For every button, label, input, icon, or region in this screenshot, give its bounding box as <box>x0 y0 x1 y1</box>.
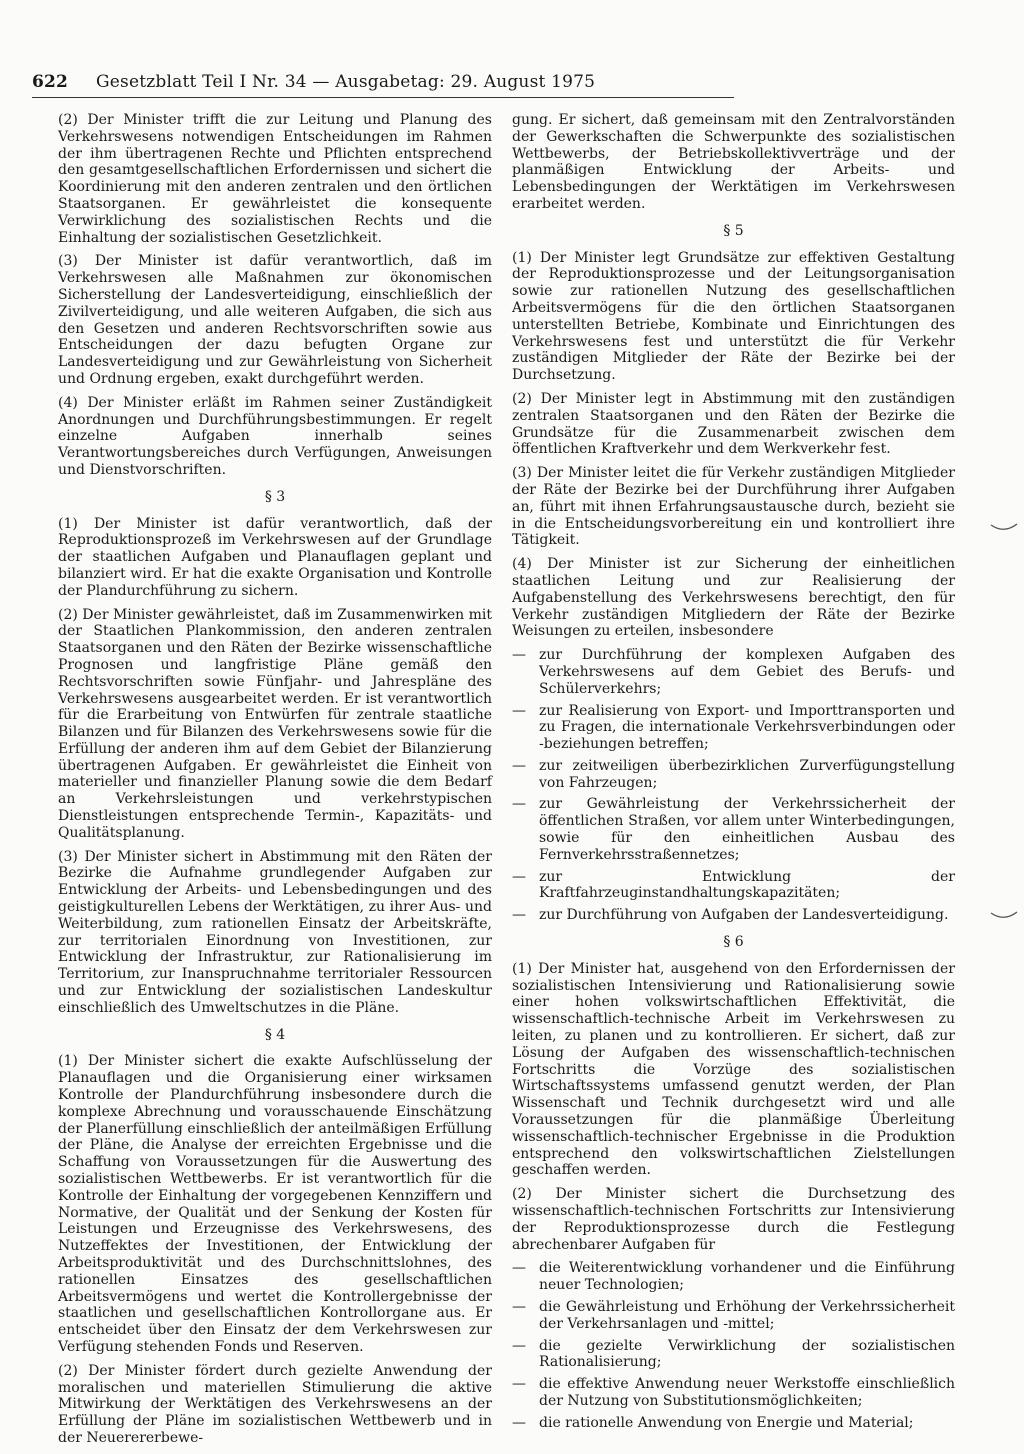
list-item-text: zur Durchführung der komplexen Aufgaben des Verkehrswesens auf dem Gebiet des Berufs- und Schülerverkehrs; <box>539 647 955 697</box>
list-item <box>512 796 955 863</box>
list-item <box>512 1376 955 1410</box>
paragraph: (1) Der Minister legt Grundsätze zur effektiven Gestaltung der Reproduktionsprozesse und der Leitungsorganisation sowie zur rationellen Nutzung des gesellschaftlichen Arbeitsvermögens für die den örtlichen Staatsorganen unterstellten Betriebe, Kombinate und Einrichtungen des Verkehrswesens fest und unterstützt die für Verkehr zuständigen Mitglieder der Räte der Bezirke bei der Durchsetzung. <box>512 249 955 384</box>
section-heading: § 4 <box>264 1026 286 1043</box>
paragraph: (2) Der Minister fördert durch gezielte Anwendung der moralischen und materiellen Stimulierung die aktive Mitwirkung der Werktätigen des Verkehrswesens an der Erfüllung der Pläne im sozialistischen Wettbewerb und in der Neuerererbewe- <box>58 1362 492 1446</box>
dash-bullet: — <box>512 1337 526 1354</box>
paragraph: (3) Der Minister ist dafür verantwortlich, daß im Verkehrswesen alle Maßnahmen zur ökonomischen Sicherstellung der Landesverteidigung, einschließlich der Zivilverteidigung, und alle weiteren Aufgaben, die sich aus den Gesetzen und anderen Rechtsvorschriften sowie aus Entscheidungen der dazu befugten Organe zur Landesverteidigung und zur Gewährleistung von Sicherheit und Ordnung ergeben, exakt durchgeführt werden. <box>58 253 492 387</box>
section-heading: § 5 <box>723 222 744 239</box>
left-column <box>58 112 492 1454</box>
paragraph: gung. Er sichert, daß gemeinsam mit den Zentralvorständen der Gewerkschaften die Schwerpunkte des sozialistischen Wettbewerbs, der Betriebskollektivverträge und der planmäßigen Entwicklung der Arbeits- und Lebensbedingungen der Werktätigen im Verkehrswesen erarbeitet werden. <box>512 112 955 212</box>
list-item-text: zur zeitweiligen überbezirklichen Zurverfügungstellung von Fahrzeugen; <box>539 757 955 791</box>
margin-mark <box>990 910 1018 920</box>
list-item <box>512 1415 955 1432</box>
paragraph: (1) Der Minister hat, ausgehend von den Erfordernissen der sozialistischen Intensivierung und Rationalisierung sowie einer hohen volkswirtschaftlichen Effektivität, die wissenschaftlich-technische Arbeit im Verkehrswesen zu leiten, zu planen und zu kontrollieren. Er sichert, daß zur Lösung der Aufgaben des wissenschaftlich-technischen Fortschritts die Vorzüge des sozialistischen Wirtschaftssystems umfassend genutzt werden, der Plan Wissenschaft und Technik durchgesetzt wird und alle Voraussetzungen für die planmäßige Überleitung wissenschaftlich-technischer Ergebnisse in die Produktion entsprechend den volkswirtschaftlichen Zielstellungen geschaffen werden. <box>512 960 955 1179</box>
paragraph: (3) Der Minister sichert in Abstimmung mit den Räten der Bezirke die Aufnahme grundlegender Aufgaben zur Entwicklung der Arbeits- und Lebensbedingungen und des geistigkulturellen Lebens der Werktätigen, zu ihrer Aus- und Weiterbildung, zum rationellen Einsatz der Arbeitskräfte, zur territorialen Einordnung von Investitionen, zur Entwicklung der Infrastruktur, zur Rationalisierung im Territorium, zur Inanspruchnahme territorialer Ressourcen und zur Entwicklung der sozialistischen Landeskultur einschließlich des Umweltschutzes in die Pläne. <box>58 848 492 1016</box>
list-item <box>512 907 955 924</box>
dash-bullet: — <box>512 907 526 924</box>
paragraph: (3) Der Minister leitet die für Verkehr zuständigen Mitglieder der Räte der Bezirke bei der Durchführung ihrer Aufgaben an, führt mit ihnen Erfahrungsaustausche durch, bezieht sie in die Entscheidungsvorbereitung ein und kontrolliert ihre Tätigkeit. <box>512 465 955 549</box>
section-heading: § 3 <box>264 488 286 505</box>
page-number: 622 <box>32 72 69 92</box>
right-column <box>512 112 955 1437</box>
header-rule <box>32 97 734 98</box>
gazette-title: Gesetzblatt Teil I Nr. 34 — Ausgabetag: 29. August 1975 <box>96 72 596 92</box>
page-header <box>32 72 732 96</box>
list-item <box>512 703 955 753</box>
section-heading: § 6 <box>723 934 744 951</box>
list-item <box>512 1338 955 1372</box>
dash-bullet: — <box>512 1376 526 1393</box>
margin-mark <box>990 522 1018 532</box>
list-item-text: die gezielte Verwirklichung der sozialistischen Rationalisierung; <box>539 1337 955 1371</box>
dash-bullet: — <box>512 647 526 664</box>
paragraph: (4) Der Minister ist zur Sicherung der einheitlichen staatlichen Leitung und zur Realisierung der Aufgabenstellung des Verkehrswesens berechtigt, den für Verkehr zuständigen Mitgliedern der Räte der Bezirke Weisungen zu erteilen, insbesondere <box>512 556 955 640</box>
dash-bullet: — <box>512 1260 526 1277</box>
dash-list <box>512 1260 955 1431</box>
list-item-text: zur Realisierung von Export- und Importtransporten und zu Fragen, die internationale Verkehrsverbindungen oder -beziehungen betreffen; <box>539 702 955 753</box>
paragraph: (2) Der Minister legt in Abstimmung mit den zuständigen zentralen Staatsorganen und den Räten der Bezirke die Grundsätze für die Zusammenarbeit zwischen dem öffentlichen Kraftverkehr und dem Werkverkehr fest. <box>512 390 955 458</box>
list-item <box>512 758 955 792</box>
dash-bullet: — <box>512 868 526 885</box>
list-item-text: die effektive Anwendung neuer Werkstoffe einschließlich der Nutzung von Substitutionsmöglichkeiten; <box>539 1376 955 1409</box>
list-item <box>512 1299 955 1333</box>
list-item <box>512 647 955 697</box>
list-item <box>512 869 955 903</box>
dash-bullet: — <box>512 757 526 774</box>
paragraph: (4) Der Minister erläßt im Rahmen seiner Zuständigkeit Anordnungen und Durchführungsbestimmungen. Er regelt einzelne Aufgaben innerhalb seines Verantwortungsbereiches durch Verfügungen, Anweisungen und Dienstvorschriften. <box>58 394 492 478</box>
list-item-text: die rationelle Anwendung von Energie und Material; <box>539 1414 914 1431</box>
list-item-text: die Weiterentwicklung vorhandener und die Einführung neuer Technologien; <box>539 1260 955 1294</box>
paragraph: (2) Der Minister sichert die Durchsetzung des wissenschaftlich-technischen Fortschritts zur Intensivierung der Reproduktionsprozesse durch die Festlegung abrechenbarer Aufgaben für <box>512 1186 955 1253</box>
list-item-text: zur Durchführung von Aufgaben der Landesverteidigung. <box>539 907 949 924</box>
paragraph: (2) Der Minister gewährleistet, daß im Zusammenwirken mit der Staatlichen Plankommission, den anderen zentralen Staatsorganen und den Räten der Bezirke wissenschaftliche Prognosen und langfristige Pläne gemäß den Rechtsvorschriften sowie Fünfjahr- und Jahrespläne des Verkehrswesens ausgearbeitet werden. Er ist verantwortlich für die Erarbeitung von Entwürfen für zentrale staatliche Bilanzen und für Bilanzen des Verkehrswesens sowie für die Erfüllung der anderen ihm auf dem Gebiet der Bilanzierung übertragenen Aufgaben. Er gewährleistet die Einheit von materieller und finanzieller Planung sowie die dem Bedarf an Verkehrsleistungen und verkehrstypischen Dienstleistungen entsprechende Termin-, Kapazitäts- und Qualitätsplanung. <box>58 606 492 841</box>
list-item-text: die Gewährleistung und Erhöhung der Verkehrssicherheit der Verkehrsanlagen und -mittel; <box>539 1299 955 1332</box>
list-item-text: zur Gewährleistung der Verkehrssicherheit der öffentlichen Straßen, vor allem unter Winterbedingungen, sowie für den einheitlichen Ausbau des Fernverkehrsstraßennetzes; <box>539 796 955 863</box>
paragraph: (1) Der Minister ist dafür verantwortlich, daß der Reproduktionsprozeß im Verkehrswesen auf der Grundlage der staatlichen Aufgaben und Planauflagen geplant und bilanziert wird. Er hat die exakte Organisation und Kontrolle der Plandurchführung zu sichern. <box>58 515 492 599</box>
dash-bullet: — <box>512 1414 526 1431</box>
dash-bullet: — <box>512 1299 526 1315</box>
list-item-text: zur Entwicklung der Kraftfahrzeuginstandhaltungskapazitäten; <box>539 868 955 902</box>
dash-list <box>512 647 955 924</box>
dash-bullet: — <box>512 702 526 719</box>
dash-bullet: — <box>512 796 526 813</box>
paragraph: (1) Der Minister sichert die exakte Aufschlüsselung der Planauflagen und die Organisierung einer wirksamen Kontrolle der Plandurchführung insbesondere durch die komplexe Abrechnung und vorausschauende Einschätzung der Planerfüllung einschließlich der anteilmäßigen Erfüllung der Pläne, die Analyse der erreichten Ergebnisse und die Schaffung von Voraussetzungen für die Auswertung des sozialistischen Wettbewerbs. Er ist verantwortlich für die Kontrolle der Einhaltung der vorgegebenen Kennziffern und Normative, der Qualität und der Senkung der Kosten für Leistungen und Erzeugnisse des Verkehrswesens, des Nutzeffektes der Investitionen, der Entwicklung der Arbeitsproduktivität und des Durchschnittslohnes, des rationellen Einsatzes des gesellschaftlichen Arbeitsvermögens und wertet die Kontrollergebnisse der staatlichen und gesellschaftlichen Kontrollorgane aus. Er entscheidet über den Einsatz der dem Verkehrswesen zur Verfügung stehenden Fonds und Reserven. <box>58 1053 492 1355</box>
list-item <box>512 1260 955 1294</box>
paragraph: (2) Der Minister trifft die zur Leitung und Planung des Verkehrswesens notwendigen Entscheidungen im Rahmen der ihm übertragenen Rechte und Pflichten entsprechend den gesamtgesellschaftlichen Erfordernissen und sichert die Koordinierung mit den anderen zentralen und den örtlichen Staatsorganen. Er gewährleistet die konsequente Verwirklichung des sozialistischen Rechts und die Einhaltung der sozialistischen Gesetzlichkeit. <box>58 112 492 246</box>
